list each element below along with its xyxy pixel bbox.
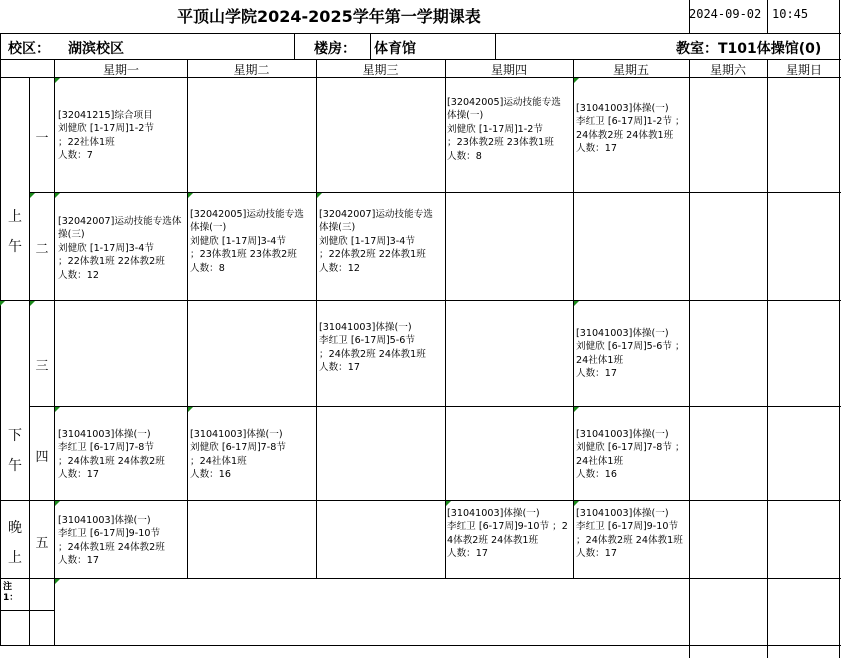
grid-line bbox=[0, 578, 841, 579]
comment-marker bbox=[188, 193, 193, 198]
section-morning: 上 午 bbox=[8, 209, 22, 255]
grid-line bbox=[29, 77, 30, 645]
course-cell-p2-wed: [32042007]运动技能专选体操(三) 刘健欣 [1-17周]3-4节 ；22体教2班 22体教1班 人数：12 bbox=[319, 209, 433, 274]
comment-marker bbox=[55, 78, 60, 83]
grid-line bbox=[0, 645, 841, 646]
course-cell-p5-thu: [31041003]体操(一) 李红卫 [6-17周]9-10节 ；24体教2班 24体教1班 人数：17 bbox=[447, 508, 568, 560]
period-label-3: 三 bbox=[35, 359, 49, 374]
comment-marker bbox=[30, 301, 35, 306]
period-label-4: 四 bbox=[35, 450, 49, 465]
grid-line bbox=[316, 59, 317, 578]
day-header-sun: 星期日 bbox=[785, 63, 822, 77]
day-header-wed: 星期三 bbox=[362, 63, 399, 77]
note-label: 注 1： bbox=[3, 582, 19, 603]
grid-line bbox=[30, 406, 841, 407]
print-time: 10:45 bbox=[772, 7, 809, 21]
grid-line bbox=[839, 0, 840, 658]
building-value: 体育馆 bbox=[374, 41, 416, 57]
grid-line bbox=[370, 33, 371, 59]
comment-marker bbox=[55, 501, 60, 506]
grid-line bbox=[0, 610, 55, 611]
grid-line bbox=[294, 33, 295, 59]
grid-line bbox=[767, 59, 768, 658]
comment-marker bbox=[574, 501, 579, 506]
page-title: 平顶山学院2024-2025学年第一学期课表 bbox=[177, 7, 481, 26]
grid-line bbox=[54, 59, 55, 645]
comment-marker bbox=[574, 407, 579, 412]
classroom-label: 教室：T101体操馆(0) bbox=[676, 41, 822, 57]
grid-line bbox=[30, 192, 841, 193]
course-cell-p5-fri: [31041003]体操(一) 李红卫 [6-17周]9-10节 ；24体教2班 24体教1班 人数：17 bbox=[576, 508, 683, 560]
grid-line bbox=[767, 0, 768, 33]
course-cell-p4-mon: [31041003]体操(一) 李红卫 [6-17周]7-8节 ；24体教1班 24体教2班 人数：17 bbox=[58, 429, 165, 481]
comment-marker bbox=[574, 301, 579, 306]
day-header-mon: 星期一 bbox=[102, 63, 139, 77]
grid-line bbox=[0, 33, 841, 34]
course-cell-p2-tue: [32042005]运动技能专选体操(一) 刘健欣 [1-17周]3-4节 ；23体教1班 23体教2班 人数：8 bbox=[190, 209, 304, 274]
day-header-fri: 星期五 bbox=[612, 63, 649, 77]
section-afternoon: 下 午 bbox=[8, 428, 22, 474]
grid-line bbox=[689, 59, 690, 658]
day-header-thu: 星期四 bbox=[490, 63, 527, 77]
comment-marker bbox=[55, 579, 60, 584]
comment-marker bbox=[317, 193, 322, 198]
comment-marker bbox=[0, 301, 5, 306]
comment-marker bbox=[30, 193, 35, 198]
period-label-1: 一 bbox=[35, 131, 49, 146]
comment-marker bbox=[55, 193, 60, 198]
day-header-sat: 星期六 bbox=[709, 63, 746, 77]
course-cell-p1-fri: [31041003]体操(一) 李红卫 [6-17周]1-2节 ；24体教2班 24体教1班 人数：17 bbox=[576, 103, 685, 155]
campus-value: 湖滨校区 bbox=[68, 41, 124, 57]
comment-marker bbox=[188, 407, 193, 412]
grid-line bbox=[0, 77, 841, 78]
campus-label: 校区： bbox=[8, 41, 50, 57]
course-cell-p4-tue: [31041003]体操(一) 刘健欣 [6-17周]7-8节 ；24社体1班 人数：16 bbox=[190, 429, 286, 481]
section-evening: 晚 上 bbox=[8, 520, 22, 566]
period-label-5: 五 bbox=[35, 536, 49, 551]
grid-line bbox=[0, 300, 841, 301]
course-cell-p3-fri: [31041003]体操(一) 刘健欣 [6-17周]5-6节 ；24社体1班 人数：17 bbox=[576, 328, 685, 380]
course-cell-p1-mon: [32041215]综合项目 刘健欣 [1-17周]1-2节 ；22社体1班 人数：7 bbox=[58, 110, 154, 162]
comment-marker bbox=[574, 78, 579, 83]
course-cell-p5-mon: [31041003]体操(一) 李红卫 [6-17周]9-10节 ；24体教1班 24体教2班 人数：17 bbox=[58, 515, 165, 567]
grid-line bbox=[0, 500, 841, 501]
course-cell-p2-mon: [32042007]运动技能专选体操(三) 刘健欣 [1-17周]3-4节 ；22体教1班 22体教2班 人数：12 bbox=[58, 216, 182, 281]
course-cell-p3-wed: [31041003]体操(一) 李红卫 [6-17周]5-6节 ；24体教2班 24体教1班 人数：17 bbox=[319, 322, 426, 374]
comment-marker bbox=[55, 407, 60, 412]
period-label-2: 二 bbox=[35, 242, 49, 257]
comment-marker bbox=[446, 501, 451, 506]
grid-line bbox=[0, 33, 1, 645]
building-label: 楼房： bbox=[314, 41, 356, 57]
grid-line bbox=[187, 59, 188, 578]
grid-line bbox=[495, 33, 496, 59]
course-cell-p4-fri: [31041003]体操(一) 刘健欣 [6-17周]7-8节 ；24社体1班 人数：16 bbox=[576, 429, 685, 481]
course-cell-p1-thu: [32042005]运动技能专选体操(一) 刘健欣 [1-17周]1-2节 ；23体教2班 23体教1班 人数：8 bbox=[447, 97, 561, 162]
day-header-tue: 星期二 bbox=[233, 63, 270, 77]
grid-line bbox=[689, 0, 690, 33]
print-date: 2024-09-02 bbox=[689, 7, 762, 21]
grid-line bbox=[0, 59, 841, 60]
